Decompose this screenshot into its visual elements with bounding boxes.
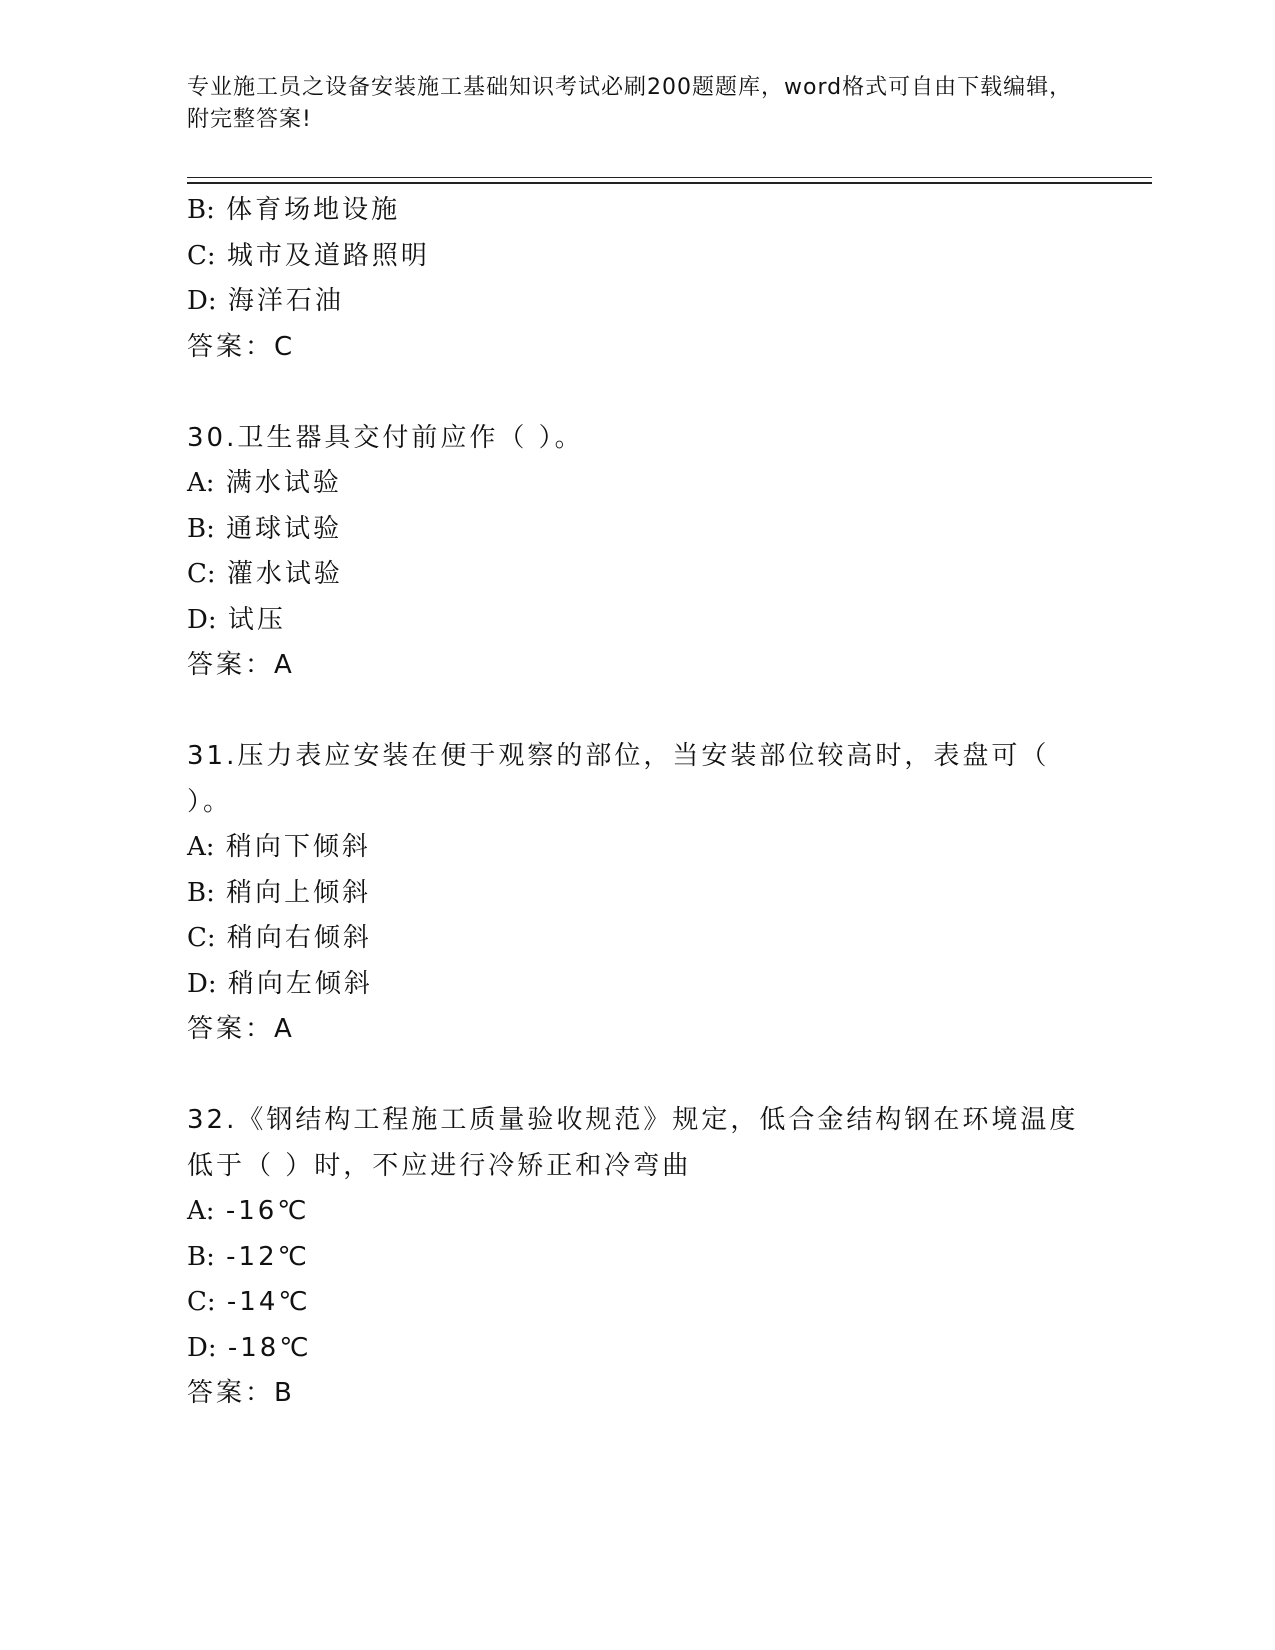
option-a: A: 稍向下倾斜 — [187, 832, 371, 862]
option-c: C: 城市及道路照明 — [187, 240, 430, 271]
option-c: C: 稍向右倾斜 — [187, 923, 372, 953]
question-text: 30.卫生器具交付前应作（ ）。 — [187, 422, 584, 453]
option-b: B: 通球试验 — [187, 513, 343, 544]
question-text: 31.压力表应安装在便于观察的部位，当安装部位较高时，表盘可（ ）。 — [187, 741, 1061, 817]
option-d: D: -18℃ — [187, 1332, 312, 1363]
option-d: D: 稍向左倾斜 — [187, 968, 373, 999]
answer: 答案：A — [187, 1014, 295, 1044]
option-a: A: -16℃ — [187, 1196, 310, 1226]
header-divider-bottom — [187, 182, 1152, 184]
option-b: B: 体育场地设施 — [187, 195, 401, 225]
header-divider-top — [187, 177, 1152, 178]
option-d: D: 海洋石油 — [187, 286, 344, 316]
option-a: A: 满水试验 — [187, 468, 342, 498]
answer: 答案：A — [187, 650, 295, 680]
answer: 答案：C — [187, 331, 296, 362]
question-text: 32.《钢结构工程施工质量验收规范》规定，低合金结构钢在环境温度低于（ ）时，不应进行冷矫正和冷弯曲 — [187, 1105, 1079, 1181]
question-content — [187, 188, 1087, 1417]
question-block-31 — [187, 734, 1087, 1053]
question-block-30 — [187, 416, 1087, 689]
option-d: D: 试压 — [187, 604, 286, 635]
option-b: B: -12℃ — [187, 1241, 310, 1272]
document-header: 专业施工员之设备安装施工基础知识考试必刷200题题库，word格式可自由下载编辑，附完整答案! — [187, 75, 1073, 132]
question-block-29 — [187, 188, 1087, 370]
answer: 答案：B — [187, 1378, 295, 1408]
option-b: B: 稍向上倾斜 — [187, 877, 372, 908]
option-c: C: 灌水试验 — [187, 559, 343, 589]
question-block-32 — [187, 1098, 1087, 1417]
option-c: C: -14℃ — [187, 1287, 311, 1317]
